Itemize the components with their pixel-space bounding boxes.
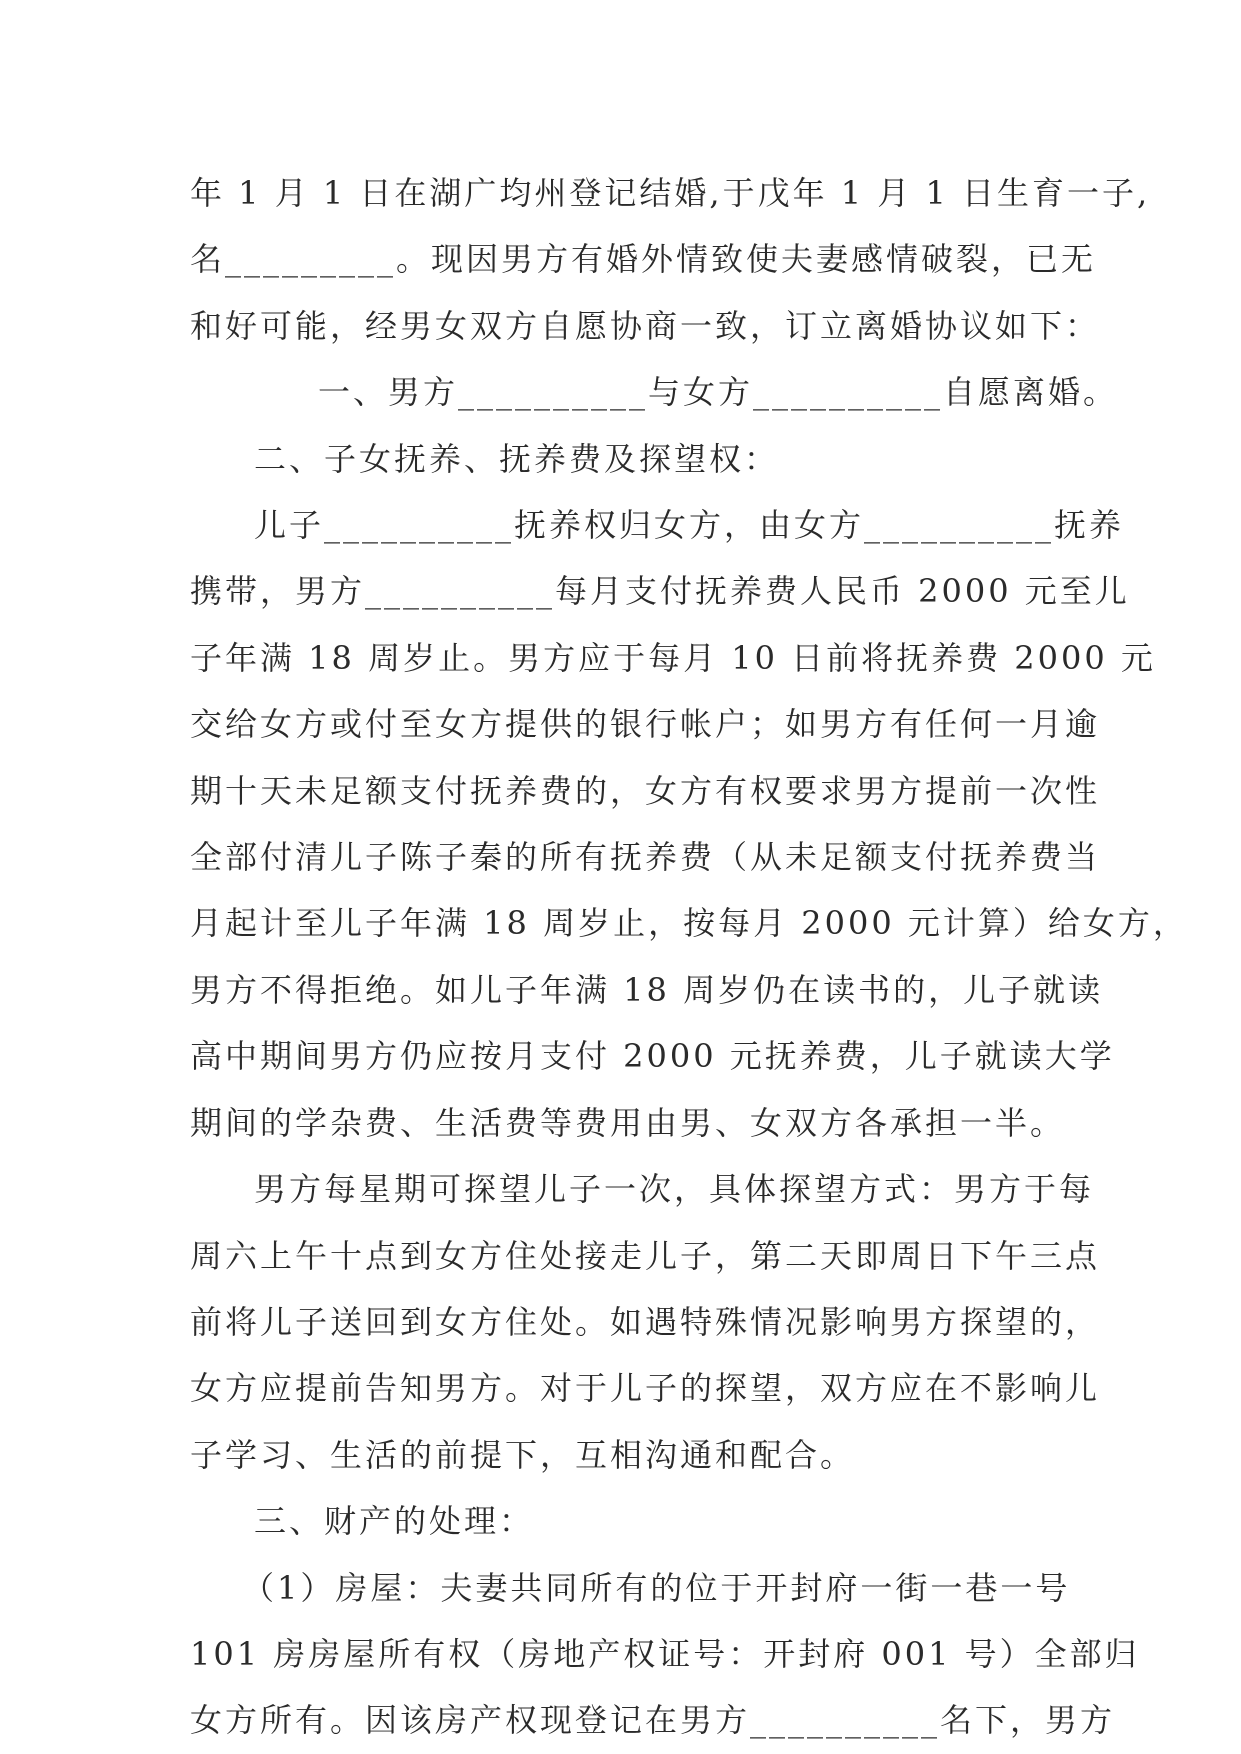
text-line: 女方应提前告知男方。对于儿子的探望，双方应在不影响儿 (190, 1369, 1101, 1408)
text-line: 全部付清儿子陈子秦的所有抚养费（从未足额支付抚养费当 (190, 838, 1101, 877)
agreement-body (190, 160, 1188, 1754)
clause-heading-3: 三、财产的处理： (254, 1502, 535, 1541)
text-line: 前将儿子送回到女方住处。如遇特殊情况影响男方探望的， (190, 1302, 1101, 1341)
clause-heading-1: 一、男方__________与女方__________自愿离婚。 (318, 373, 1119, 412)
text-line: 女方所有。因该房产权现登记在男方__________名下，男方 (190, 1701, 1116, 1740)
text-line: 期间的学杂费、生活费等费用由男、女双方各承担一半。 (190, 1103, 1066, 1142)
text-line: 子年满 18 周岁止。男方应于每月 10 日前将抚养费 2000 元 (190, 638, 1156, 677)
text-line: 男方不得拒绝。如儿子年满 18 周岁仍在读书的，儿子就读 (190, 970, 1104, 1009)
text-line: 和好可能，经男女双方自愿协商一致，订立离婚协议如下： (190, 306, 1101, 345)
text-line: 携带，男方__________每月支付抚养费人民币 2000 元至儿 (190, 572, 1130, 611)
clause-heading-2: 二、子女抚养、抚养费及探望权： (254, 439, 780, 478)
text-line: 交给女方或付至女方提供的银行帐户；如男方有任何一月逾 (190, 705, 1101, 744)
text-line: 周六上午十点到女方住处接走儿子，第二天即周日下午三点 (190, 1236, 1101, 1275)
text-line: （1）房屋：夫妻共同所有的位于开封府一街一巷一号 (242, 1568, 1071, 1607)
text-line: 高中期间男方仍应按月支付 2000 元抚养费，儿子就读大学 (190, 1037, 1115, 1076)
text-line: 期十天未足额支付抚养费的，女方有权要求男方提前一次性 (190, 771, 1101, 810)
text-line: 年 1 月 1 日在湖广均州登记结婚,于戊年 1 月 1 日生育一子, (190, 174, 1151, 212)
text-line: 名_________。现因男方有婚外情致使夫妻感情破裂，已无 (190, 240, 1097, 279)
text-line: 男方每星期可探望儿子一次，具体探望方式：男方于每 (254, 1170, 1095, 1209)
text-line: 月起计至儿子年满 18 周岁止，按每月 2000 元计算）给女方， (190, 904, 1188, 943)
text-line: 子学习、生活的前提下，互相沟通和配合。 (190, 1435, 856, 1474)
text-line: 101 房房屋所有权（房地产权证号：开封府 001 号）全部归 (190, 1634, 1140, 1673)
text-line: 儿子__________抚养权归女方，由女方__________抚养 (254, 506, 1125, 545)
